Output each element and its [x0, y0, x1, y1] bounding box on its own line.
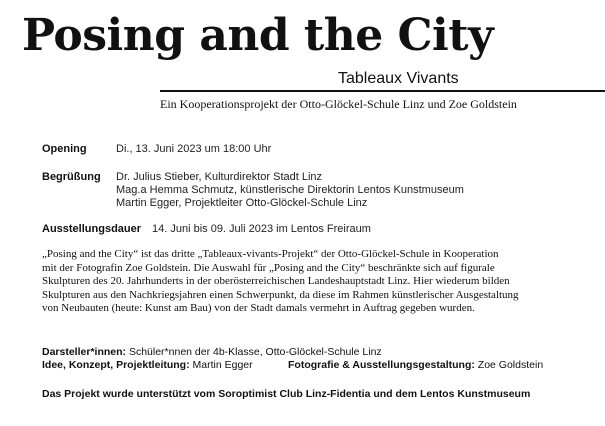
greeting-line-2: Mag.a Hemma Schmutz, künstlerische Direktorin Lentos Kunstmuseum — [116, 184, 464, 196]
greeting-line-3: Martin Egger, Projektleiter Otto-Glöckel-Schule Linz — [116, 197, 368, 209]
performers-label: Darsteller*innen: — [42, 346, 127, 358]
concept-value: Martin Egger — [189, 359, 253, 371]
description-line: „Posing and the City“ ist das dritte „Tableaux-vivants-Projekt“ der Otto-Glöckel-Schule in Kooperation — [42, 248, 499, 260]
description-line: Skulpturen des 20. Jahrhunderts in der oberösterreichischen Landeshauptstadt Linz. Hier wiederum bilden — [42, 275, 510, 288]
tagline: Ein Kooperationsprojekt der Otto-Glöckel-Schule Linz und Zoe Goldstein — [160, 97, 517, 111]
opening-label: Opening — [42, 143, 87, 155]
credits-performers — [42, 346, 382, 358]
description-line: Skulpturen aus den Nachkriegsjahren einen Schwerpunkt, da diese im Rahmen künstlerischer Ausgestaltung — [42, 288, 519, 301]
duration-label: Ausstellungsdauer — [42, 223, 142, 235]
greeting-label: Begrüßung — [42, 171, 101, 183]
description — [42, 248, 582, 316]
greeting-line-1: Dr. Julius Stieber, Kulturdirektor Stadt Linz — [116, 171, 323, 183]
duration-value: 14. Juni bis 09. Juli 2023 im Lentos Freiraum — [152, 223, 371, 235]
opening-value: Di., 13. Juni 2023 um 18:00 Uhr — [116, 143, 272, 155]
page-subtitle: Tableaux Vivants — [338, 70, 459, 87]
performers-value: Schüler*nnen der 4b-Klasse, Otto-Glöckel-Schule Linz — [126, 346, 382, 358]
description-line: mit der Fotografin Zoe Goldstein. Die Auswahl für „Posing and the City“ beschränkte sich auf figurale — [42, 261, 495, 274]
header-divider — [160, 90, 605, 92]
concept-label: Idee, Konzept, Projektleitung: — [42, 359, 190, 371]
sponsor-note: Das Projekt wurde unterstützt vom Soroptimist Club Linz-Fidentia und dem Lentos Kunstmuseum — [42, 388, 531, 400]
description-line: von Neubauten (heute: Kunst am Bau) von der Stadt damals vermehrt in Auftrag gegeben wurden. — [42, 302, 475, 315]
photo-value: Zoe Goldstein — [474, 359, 544, 371]
page-title: Posing and the City — [22, 10, 494, 61]
credits-photo — [288, 359, 543, 371]
photo-label: Fotografie & Ausstellungsgestaltung: — [288, 359, 475, 371]
credits-concept — [42, 359, 253, 371]
